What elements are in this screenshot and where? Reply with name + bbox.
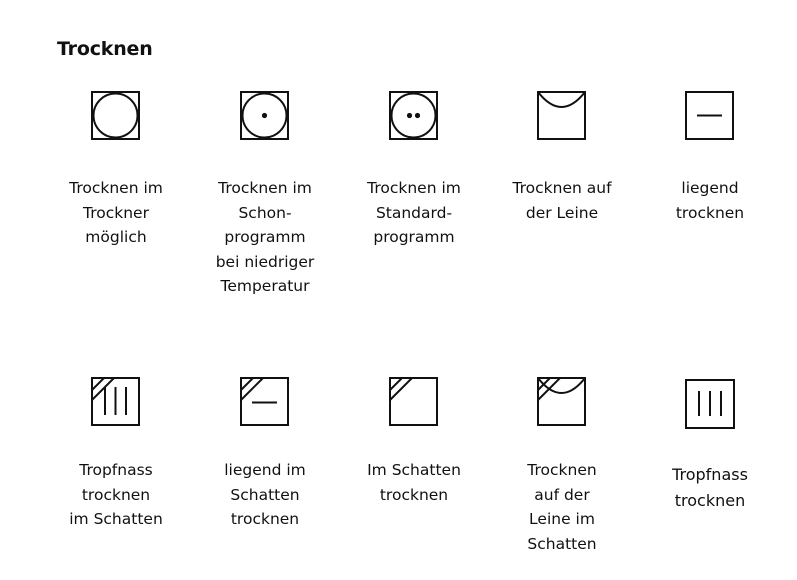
- section-title: Trocknen: [57, 38, 153, 60]
- tumble-dry-normal-heat-icon: [389, 91, 439, 141]
- symbol-label: Im Schatten trocknen: [367, 461, 461, 504]
- symbol-label: Tropfnass trocknen: [672, 465, 748, 510]
- symbol-label: Trocknen auf der Leine: [512, 179, 612, 222]
- drip-dry-in-shade-icon: [91, 377, 141, 427]
- tumble-dry-icon: [91, 91, 141, 141]
- drip-dry-icon: [685, 379, 735, 429]
- symbol-label: Trocknen im Trockner möglich: [69, 179, 163, 246]
- dry-flat-in-shade-icon: [240, 377, 290, 427]
- tumble-dry-low-heat-icon: [240, 91, 290, 141]
- symbol-label: Trocknen im Standard- programm: [367, 179, 461, 246]
- dry-flat-icon: [685, 91, 735, 141]
- symbol-label: Trocknen auf der Leine im Schatten: [527, 461, 597, 553]
- symbol-label: liegend im Schatten trocknen: [224, 461, 306, 528]
- symbol-label: Trocknen im Schon- programm bei niedriger Temperatur: [215, 179, 315, 295]
- dry-in-shade-icon: [389, 377, 439, 427]
- line-dry-in-shade-icon: [537, 377, 587, 427]
- symbol-label: Tropfnass trocknen im Schatten: [69, 461, 163, 528]
- line-dry-icon: [537, 91, 587, 141]
- symbol-label: liegend trocknen: [675, 179, 745, 222]
